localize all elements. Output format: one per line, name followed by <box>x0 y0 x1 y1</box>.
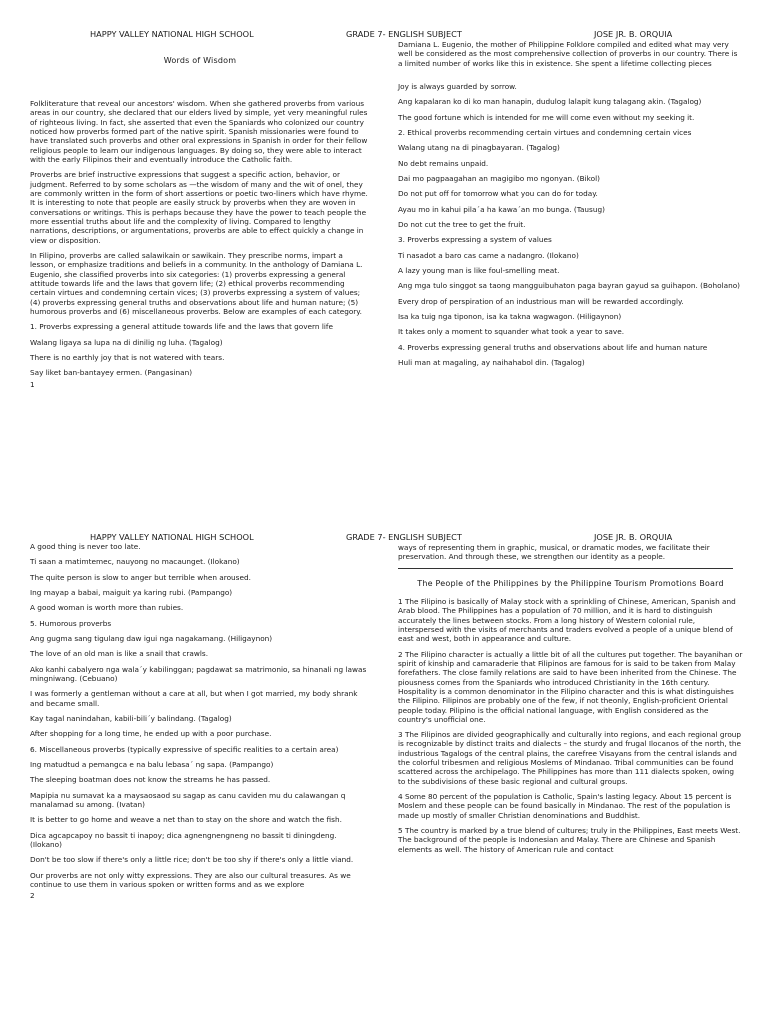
section-divider <box>398 568 733 569</box>
paragraph: Damiana L. Eugenio, the mother of Philippine Folklore compiled and edited what may very well be considered as the most comprehensive collection of proverbs in our country. There is a limited number of works like this in existence. She spent a lifetime collecting pieces <box>398 40 738 68</box>
proverb-line: The sleeping boatman does not know the streams he has passed. <box>30 775 271 785</box>
proverb-line: Huli man at magaling, ay naihahabol din. (Tagalog) <box>398 357 585 367</box>
proverb-line: There is no earthly joy that is not watered with tears. <box>30 352 225 362</box>
proverb-line: Walang utang na di pinagbayaran. (Tagalog) <box>398 143 560 153</box>
paragraph: 5 The country is marked by a true blend of cultures; truly in the Philippines, East meets West. The background of the people is Indonesian and Malay. There are Chinese and Spanish elements as well. The history of American rule and contact <box>398 826 741 854</box>
proverb-line: A good woman is worth more than rubies. <box>30 603 184 613</box>
proverb-line: Say liket ban-bantayey ermen. (Pangasinan) <box>30 368 193 378</box>
proverb-line: The love of an old man is like a snail that crawls. <box>30 649 209 659</box>
category-heading: 1. Proverbs expressing a general attitude towards life and the laws that govern life <box>30 322 333 332</box>
left-column <box>30 542 370 901</box>
proverb-line: Walang ligaya sa lupa na di dinilig ng luha. (Tagalog) <box>30 337 223 347</box>
proverb-line: Ing matudtud a pemangca e na balu lebasa´ ng sapa. (Pampango) <box>30 759 274 769</box>
section-title: The People of the Philippines by the Philippine Tourism Promotions Board <box>417 578 724 588</box>
proverb-line: No debt remains unpaid. <box>398 158 489 168</box>
category-heading: 4. Proverbs expressing general truths and observations about life and human nature <box>398 342 708 352</box>
category-heading: 5. Humorous proverbs <box>30 618 112 628</box>
proverb-line: Dica agcapcapoy no bassit ti inapoy; dica agnengnengneng no bassit ti diningdeng. (Ilokano) <box>30 830 337 849</box>
proverb-line: It takes only a moment to squander what took a year to save. <box>398 327 625 337</box>
paragraph: Our proverbs are not only witty expressions. They are also our cultural treasures. As we continue to use them in various spoken or written forms and as we explore <box>30 870 351 889</box>
document-title: Words of Wisdom <box>163 56 237 65</box>
category-heading: 6. Miscellaneous proverbs (typically expressive of specific realities to a certain area) <box>30 744 339 754</box>
category-heading: 2. Ethical proverbs recommending certain virtues and condemning certain vices <box>398 127 692 137</box>
paragraph: 4 Some 80 percent of the population is Catholic, Spain's lasting legacy. About 15 percent is Moslem and these people can be found basically in Mindanao. The rest of the population is made up mostly of smaller Christian denominations and Buddhist. <box>398 792 732 820</box>
proverb-line: Mapipia nu sumavat ka a maysaosaod su sagap as canu caviden mu du calawangan q manalamad su among. (Ivatan) <box>30 790 346 809</box>
proverb-line: I was formerly a gentleman without a care at all, but when I got married, my body shrank and became small. <box>30 689 358 708</box>
proverb-line: Ti nasadot a baro cas came a nadangro. (Ilokano) <box>398 250 579 260</box>
title-block <box>30 56 370 66</box>
left-column <box>30 99 370 389</box>
proverb-line: Dai mo pagpaagahan an magigibo mo ngonyan. (Bikol) <box>398 173 600 183</box>
proverb-line: Joy is always guarded by sorrow. <box>398 81 517 91</box>
right-column <box>398 543 743 860</box>
paragraph: Folkliterature that reveal our ancestors' wisdom. When she gathered proverbs from various areas in our country, she declared that our elders lived by simple, yet very meaningful rules of righteous living. In fact, she asserted that even the Spaniards who colonized our country noticed how proverbs formed part of the native spirit. Spanish missionaries were found to have translated such proverbs and other oral expressions in Spanish in order for their fellow religious people to learn our indigenous languages. By doing so, they were able to interact with the early Filipinos their and eventually introduce the Catholic faith. <box>30 99 368 164</box>
document-page-2 <box>0 512 768 1024</box>
page-number: 1 <box>30 379 35 389</box>
paragraph: ways of representing them in graphic, musical, or dramatic modes, we facilitate their preservation. And through these, we strengthen our identity as a people. <box>398 543 710 562</box>
teacher-name: JOSE JR. B. ORQUIA <box>594 532 673 542</box>
page-number: 2 <box>30 891 35 901</box>
school-name: HAPPY VALLEY NATIONAL HIGH SCHOOL <box>90 29 254 39</box>
proverb-line: The quite person is slow to anger but terrible when aroused. <box>30 572 251 582</box>
subject-name: GRADE 7- ENGLISH SUBJECT <box>346 29 462 39</box>
paragraph: In Filipino, proverbs are called salawikain or sawikain. They prescribe norms, impart a lesson, or emphasize traditions and beliefs in a community. In the anthology of Damiana L. Eugenio, she classified proverbs into six categories: (1) proverbs expressing a general attitude towards life and the laws that govern life; (2) ethical proverbs recommending certain virtues and condemning certain vices; (3) proverbs expressing a system of values; (4) proverbs expressing general truths and observations about life and human nature; (5) humorous proverbs and (6) miscellaneous proverbs. Below are examples of each category. <box>30 250 363 316</box>
paragraph: 3 The Filipinos are divided geographically and culturally into regions, and each regional group is recognizable by distinct traits and dialects – the sturdy and frugal Ilocanos of the north, the industrious Tagalogs of the central plains, the carefree Visayans from the central islands and the colorful tribesmen and religious Moslems of Mindanao. Tribal communities can be found scattered across the archipelago. The Philippines has more than 111 dialects spoken, owing to the subdivisions of these basic regional and cultural groups. <box>398 730 742 786</box>
proverb-line: Ang mga tulo singgot sa taong mangguibuhaton paga bayran gayud sa guihapon. (Boholano) <box>398 281 740 291</box>
school-name: HAPPY VALLEY NATIONAL HIGH SCHOOL <box>90 532 254 542</box>
paragraph: 1 The Filipino is basically of Malay stock with a sprinkling of Chinese, American, Spanish and Arab blood. The Philippines has a population of 70 million, and it is hard to distinguish accurately the lines between stocks. From a long history of Western colonial rule, interspersed with the visits of merchants and traders evolved a people of a unique blend of east and west, both in appearance and culture. <box>398 596 736 644</box>
paragraph: Proverbs are brief instructive expressions that suggest a specific action, behavior, or judgment. Referred to by some scholars as —the wisdom of many and the wit of onel, they are commonly written in the form of short assertions or poetic two-liners which have rhyme. It is interesting to note that people are easily struck by proverbs when they are woven in conversations or writings. This is perhaps because they have the power to teach people the more essential truths about life and the complexity of living. Compared to lengthy narrations, descriptions, or argumentations, proverbs are able to effect quickly a change in view or disposition. <box>30 170 368 245</box>
right-column <box>398 40 743 373</box>
proverb-line: A lazy young man is like foul-smelling meat. <box>398 265 560 275</box>
proverb-line: Ing mayap a babai, maiguit ya karing rubi. (Pampango) <box>30 587 233 597</box>
proverb-line: Don't be too slow if there's only a little rice; don't be too shy if there's only a little viand. <box>30 855 354 865</box>
proverb-line: Every drop of perspiration of an industrious man will be rewarded accordingly. <box>398 296 684 306</box>
proverb-line: Do not cut the tree to get the fruit. <box>398 219 526 229</box>
paragraph: 2 The Filipino character is actually a little bit of all the cultures put together. The bayanihan or spirit of kinship and camaraderie that Filipinos are famous for is said to be taken from Malay forefathers. The close family relations are said to have been inherited from the Chinese. The piousness comes from the Spaniards who introduced Christianity in the 16th century. Hospitality is a common denominator in the Filipino character and this is what distinguishes the Filipino. Filipinos are probably one of the few, if not theonly, English-proficient Oriental people today. Pilipino is the official national language, with English considered as the country's unofficial one. <box>398 649 743 724</box>
proverb-line: Ayau mo in kahui pila´a ha kawa´an mo bunga. (Tausug) <box>398 204 605 214</box>
proverb-line: Do not put off for tomorrow what you can do for today. <box>398 189 598 199</box>
category-heading: 3. Proverbs expressing a system of values <box>398 235 552 245</box>
proverb-line: Ang gugma sang tigulang daw igui nga nagakamang. (Hiligaynon) <box>30 633 273 643</box>
proverb-line: Ti saan a matimtemec, nauyong no macaunget. (Ilokano) <box>30 557 240 567</box>
proverb-line: Ang kapalaran ko di ko man hanapin, dudulog lalapit kung talagang akin. (Tagalog) <box>398 97 702 107</box>
proverb-line: Kay tagal nanindahan, kabili-bili´y balindang. (Tagalog) <box>30 713 232 723</box>
proverb-line: Isa ka tuig nga tiponon, isa ka takna wagwagon. (Hiligaynon) <box>398 311 622 321</box>
subject-name: GRADE 7- ENGLISH SUBJECT <box>346 532 462 542</box>
proverb-line: The good fortune which is intended for me will come even without my seeking it. <box>398 112 695 122</box>
proverb-line: A good thing is never too late. <box>30 542 141 551</box>
proverb-line: After shopping for a long time, he ended up with a poor purchase. <box>30 729 272 739</box>
proverb-line: It is better to go home and weave a net than to stay on the shore and watch the fish. <box>30 815 342 825</box>
teacher-name: JOSE JR. B. ORQUIA <box>594 29 673 39</box>
proverb-line: Ako kanhi cabalyero nga wala´y kabilinggan; pagdawat sa matrimonio, sa hinanali ng lawas mingniwang. (Cebuano) <box>30 664 367 683</box>
